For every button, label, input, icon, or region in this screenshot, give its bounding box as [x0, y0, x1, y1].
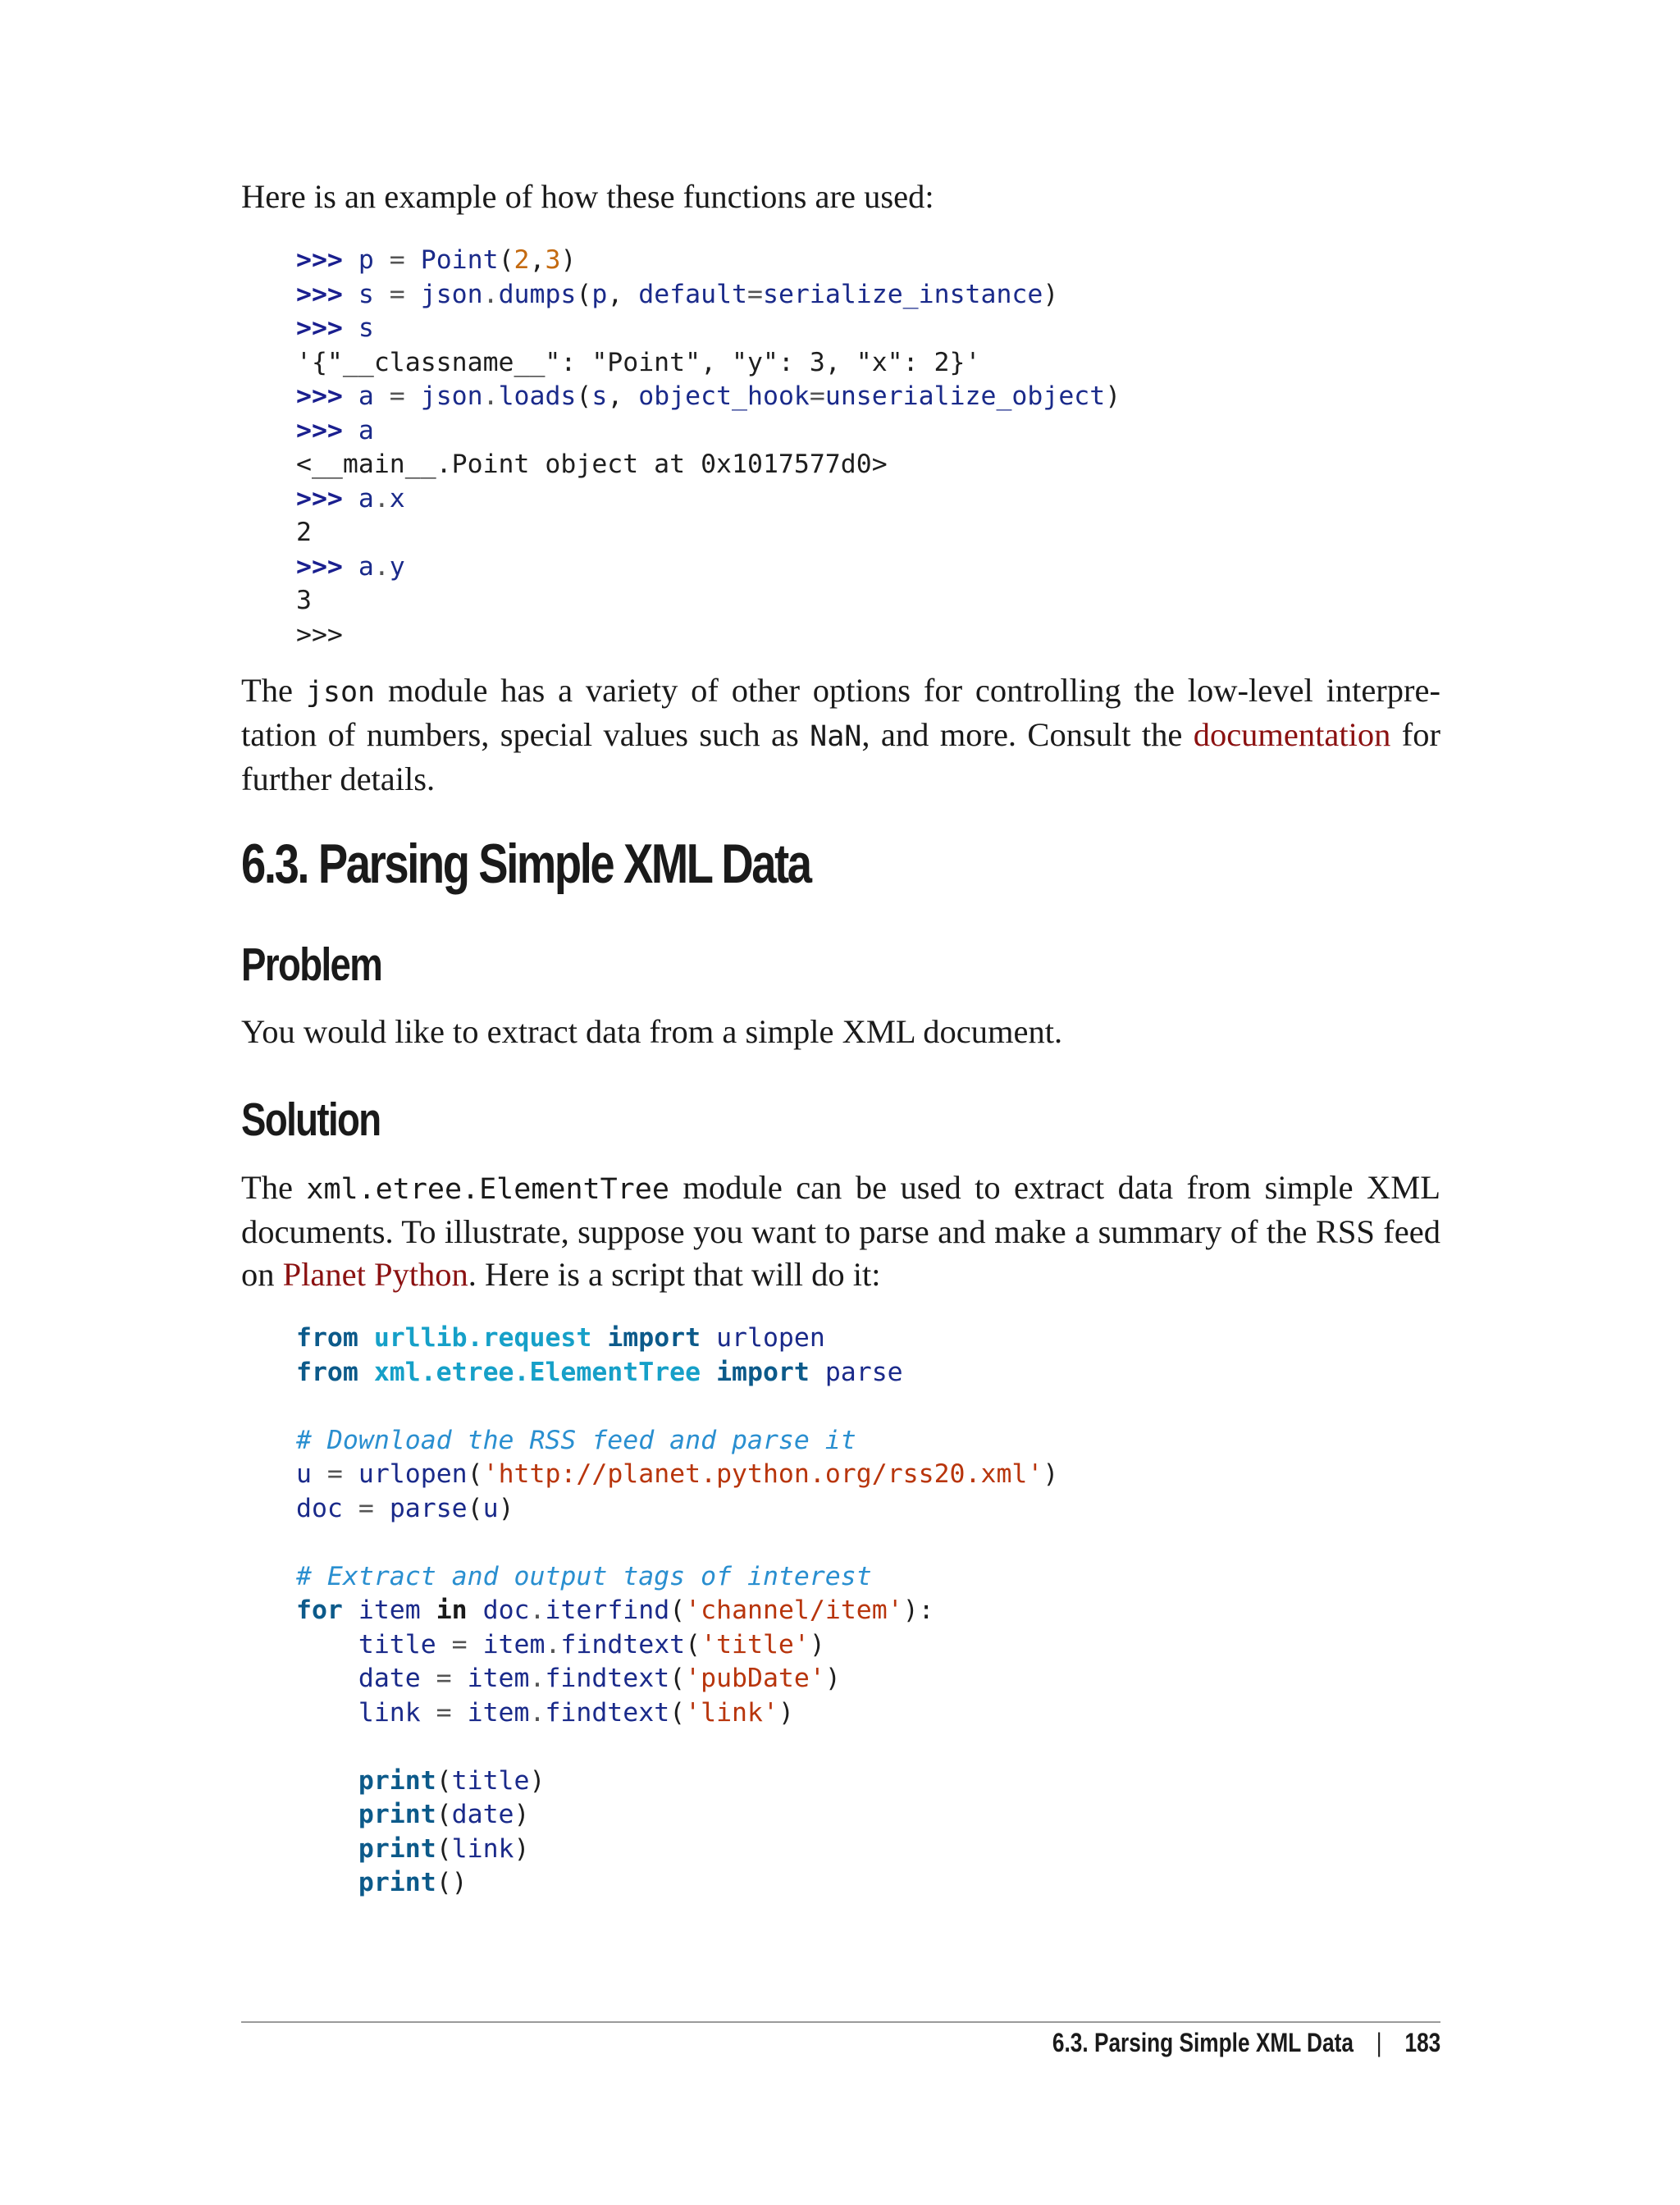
code-token: ( [576, 381, 592, 411]
code-token: >>> [296, 483, 358, 514]
code-token [296, 1800, 358, 1829]
code-token: from [296, 1357, 358, 1387]
code-token: default [638, 279, 748, 309]
code-example-xml [296, 1322, 1058, 1901]
code-token: ) [824, 1664, 841, 1693]
code-token: ( [467, 1459, 483, 1489]
code-token: ) [514, 1800, 530, 1829]
code-token: >>> [296, 313, 358, 343]
footer-separator: | [1376, 2028, 1382, 2057]
code-token: = [373, 279, 421, 309]
footer-section-title: 6.3. Parsing Simple XML Data [1052, 2028, 1354, 2057]
code-token: parse [824, 1357, 903, 1387]
code-token: loads [498, 381, 577, 411]
code-token: ( [685, 1629, 701, 1659]
code-token: 'pubDate' [685, 1664, 825, 1693]
code-token [701, 1358, 716, 1387]
problem-text: You would like to extract data from a simple XML document. [241, 1013, 1063, 1050]
code-token: a [358, 551, 374, 582]
planet-python-link[interactable]: Planet Python [282, 1256, 468, 1293]
code-line [296, 518, 312, 547]
code-token: . [545, 1629, 561, 1659]
code-token: = [420, 1664, 468, 1693]
code-token: xml.etree.ElementTree [373, 1357, 701, 1387]
code-token: # Extract and output tags of interest [296, 1561, 872, 1591]
code-token: ( [436, 1765, 452, 1796]
code-token: . [529, 1664, 546, 1693]
code-token: ( [576, 279, 592, 309]
code-token: y [389, 551, 405, 582]
code-token: , [529, 245, 546, 275]
code-token: object_hook [638, 381, 810, 411]
code-token: item [358, 1596, 421, 1625]
code-token: print [358, 1800, 436, 1829]
code-token: . [373, 551, 390, 582]
code-token: json [420, 279, 483, 309]
code-token: link [358, 1697, 421, 1728]
code-token: ) [778, 1697, 794, 1728]
code-token: doc [482, 1596, 530, 1625]
code-token: title [451, 1765, 530, 1796]
code-token [421, 1596, 436, 1625]
code-token: ) [809, 1629, 825, 1659]
page-number: 183 [1404, 2028, 1440, 2057]
code-token: . [529, 1596, 546, 1625]
code-token: s [591, 381, 608, 411]
code-token: ) [1105, 381, 1121, 411]
code-line [296, 1766, 545, 1796]
code-line [296, 450, 888, 479]
code-token: item [467, 1664, 530, 1693]
code-token: Point [420, 245, 499, 275]
code-token [296, 1698, 358, 1728]
problem-heading: Problem [241, 938, 382, 991]
code-token: p [358, 245, 374, 275]
code-token: = [436, 1629, 483, 1659]
code-line [296, 416, 374, 445]
code-token: in [436, 1596, 468, 1625]
code-line [296, 1868, 468, 1897]
code-token [296, 1868, 358, 1897]
code-token: >>> [296, 381, 358, 411]
code-token: iterfind [545, 1596, 670, 1625]
code-token: 2 [514, 245, 530, 275]
code-token: serialize_instance [763, 279, 1043, 309]
code-token: dumps [498, 279, 577, 309]
code-token: ( [436, 1800, 452, 1829]
code-line [296, 1596, 934, 1625]
code-token: >>> [296, 551, 358, 582]
code-token: unserialize_object [824, 381, 1106, 411]
code-token: 3 [296, 586, 312, 615]
code-token: u [482, 1493, 499, 1523]
code-token: , [607, 381, 639, 411]
code-token: doc [296, 1493, 343, 1523]
solution-paragraph [241, 1166, 1440, 1296]
code-token: ) [529, 1765, 546, 1796]
code-line [296, 1834, 529, 1864]
inline-code-json: json [305, 676, 376, 709]
code-token: title [358, 1629, 436, 1659]
code-token: link [451, 1833, 514, 1864]
code-line [296, 1800, 529, 1829]
code-token [358, 1323, 374, 1353]
code-line [296, 280, 1058, 309]
code-token: a [358, 381, 374, 411]
code-line [296, 348, 980, 377]
code-token: s [358, 313, 374, 343]
code-token: = [342, 1493, 390, 1523]
code-token [296, 1834, 358, 1864]
code-token: urlopen [716, 1323, 825, 1353]
solution-heading: Solution [241, 1093, 381, 1146]
code-token: ( [467, 1493, 483, 1523]
code-token [810, 1358, 825, 1387]
code-token: 2 [296, 518, 312, 547]
code-token [296, 1766, 358, 1796]
intro-paragraph: Here is an example of how these functions are used: [241, 178, 934, 215]
code-token [343, 1596, 358, 1625]
code-token: . [482, 381, 499, 411]
code-token: , [607, 279, 639, 309]
code-token: ) [560, 245, 577, 275]
intro-paragraph-block [241, 176, 1440, 218]
page-footer [1052, 2028, 1440, 2058]
code-token: s [358, 279, 374, 309]
code-line [296, 620, 343, 650]
code-token: >>> [296, 619, 343, 650]
text-span: module can be used to extract data from simple XML documents. To illustrate, suppose you want to parse and make a summary of the RSS feed on [241, 1169, 1440, 1293]
code-token: urlopen [358, 1459, 468, 1489]
json-options-block [241, 669, 1440, 801]
code-line [296, 1323, 825, 1353]
code-token: >>> [296, 415, 358, 445]
code-token: import [607, 1323, 701, 1353]
text-span: , and more. Consult the [861, 716, 1194, 753]
problem-block [241, 1011, 1440, 1053]
documentation-link[interactable]: documentation [1193, 716, 1391, 753]
code-token [358, 1358, 374, 1387]
code-token: ( [436, 1833, 452, 1864]
code-token: () [436, 1868, 468, 1897]
code-token: . [529, 1697, 546, 1728]
code-token: findtext [560, 1629, 686, 1659]
code-token: = [420, 1697, 468, 1728]
code-line [296, 313, 374, 343]
code-line [296, 1630, 825, 1659]
code-token: ( [669, 1697, 686, 1728]
code-token: = [373, 245, 421, 275]
code-line [296, 1358, 903, 1387]
code-token: a [358, 483, 374, 514]
footer-rule [241, 2021, 1440, 2023]
code-token: 'link' [685, 1697, 778, 1728]
code-token: <__main__.Point object at 0x1017577d0> [296, 450, 888, 479]
code-token: item [482, 1629, 546, 1659]
code-token: 'http://planet.python.org/rss20.xml' [482, 1459, 1043, 1489]
code-token: from [296, 1323, 358, 1353]
code-token: ) [1043, 279, 1059, 309]
code-token: x [389, 483, 405, 514]
code-line [296, 1426, 856, 1455]
code-token: = [311, 1459, 358, 1489]
text-span: The [241, 672, 306, 709]
code-token: import [716, 1357, 810, 1387]
code-token: '{"__classname__": "Point", "y": 3, "x": 2}' [296, 347, 981, 377]
code-line [296, 1562, 872, 1591]
code-token: = [809, 381, 825, 411]
code-token: ) [514, 1833, 530, 1864]
inline-code-module: xml.etree.ElementTree [306, 1173, 669, 1206]
code-token: json [420, 381, 483, 411]
code-token: . [482, 279, 499, 309]
section-heading: 6.3. Parsing Simple XML Data [241, 833, 810, 895]
code-token: >>> [296, 279, 358, 309]
code-token: ) [1043, 1459, 1059, 1489]
code-token: ( [498, 245, 514, 275]
code-token: 'title' [701, 1629, 810, 1659]
code-line [296, 1664, 841, 1693]
code-token [701, 1323, 716, 1353]
code-token: urllib.request [373, 1323, 592, 1353]
code-token [468, 1596, 483, 1625]
code-token: >>> [296, 245, 358, 275]
code-line [296, 381, 1121, 411]
code-line [296, 552, 405, 582]
code-token: 3 [545, 245, 561, 275]
code-token: = [373, 381, 421, 411]
text-span: for further details. [241, 716, 1440, 797]
code-token: ( [669, 1664, 686, 1693]
code-token: findtext [545, 1664, 670, 1693]
code-token: p [591, 279, 608, 309]
code-token: date [358, 1664, 421, 1693]
code-example-json [296, 244, 1121, 652]
code-token: = [747, 279, 763, 309]
code-token: item [467, 1697, 530, 1728]
code-token [591, 1323, 607, 1353]
code-token: # Download the RSS feed and parse it [296, 1425, 856, 1455]
code-token: a [358, 415, 374, 445]
code-token: u [296, 1459, 312, 1489]
json-options-paragraph [241, 669, 1440, 801]
code-token: ( [669, 1596, 686, 1625]
code-line [296, 484, 405, 514]
code-line [296, 586, 312, 615]
code-token: print [358, 1868, 436, 1897]
code-token: date [451, 1800, 514, 1829]
code-token: ) [498, 1493, 514, 1523]
code-token: print [358, 1833, 436, 1864]
code-token: print [358, 1765, 436, 1796]
text-span: module has a variety of other options for controlling the low-level interpretation of numbers, special values such as [241, 672, 1441, 753]
inline-code-nan: NaN [810, 720, 862, 753]
code-token: . [373, 483, 390, 514]
code-token: findtext [545, 1697, 670, 1728]
code-line [296, 1494, 514, 1523]
code-line [296, 1459, 1058, 1489]
code-token [296, 1664, 358, 1693]
code-token: ): [902, 1596, 934, 1625]
text-span: The [241, 1169, 307, 1206]
code-line [296, 245, 576, 275]
code-token: parse [389, 1493, 468, 1523]
code-token: for [296, 1596, 343, 1625]
code-token: 'channel/item' [685, 1596, 903, 1625]
solution-block [241, 1166, 1440, 1296]
code-token [296, 1630, 358, 1659]
text-span: . Here is a script that will do it: [468, 1256, 881, 1293]
code-line [296, 1698, 794, 1728]
